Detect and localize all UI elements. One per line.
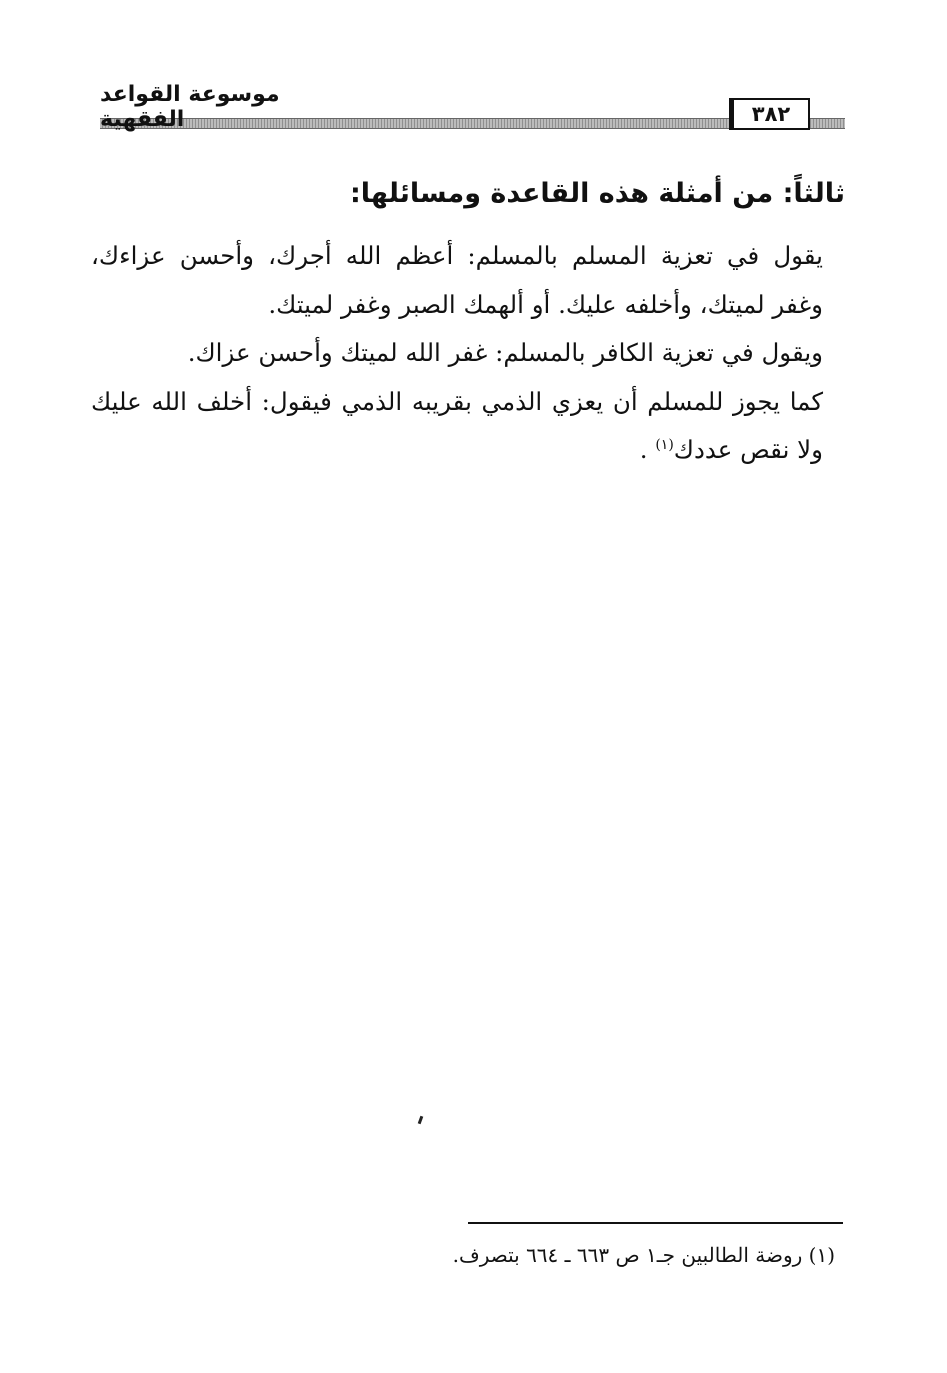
paragraph-end-mark: . <box>639 435 648 464</box>
stray-ink-mark <box>418 1116 424 1125</box>
section-heading: ثالثاً: من أمثلة هذه القاعدة ومسائلها: <box>349 178 845 209</box>
footnote-separator <box>468 1222 843 1224</box>
paragraph-condolence-dhimmi <box>91 378 823 475</box>
body-text <box>91 232 823 475</box>
paragraph-condolence-muslim: يقول في تعزية المسلم بالمسلم: أعظم الله أجرك، وأحسن عزاءك، وغفر لميتك، وأخلفه عليك. أو ألهمك الصبر وغفر لميتك. <box>91 241 823 319</box>
paragraph-text: كما يجوز للمسلم أن يعزي الذمي بقريبه الذمي فيقول: أخلف الله عليك ولا نقص عددك <box>91 386 823 464</box>
paragraph-condolence-kafir: ويقول في تعزية الكافر بالمسلم: غفر الله لميتك وأحسن عزاك. <box>187 338 823 367</box>
footnote-reference[interactable]: (١) <box>655 436 674 453</box>
footnote-1: (١) روضة الطالبين جـ١ ص ٦٦٣ ـ ٦٦٤ بتصرف. <box>452 1243 835 1267</box>
page-number: ٣٨٢ <box>732 98 810 130</box>
book-title: موسوعة القواعد الفقهية <box>100 82 280 132</box>
running-header <box>100 80 845 136</box>
